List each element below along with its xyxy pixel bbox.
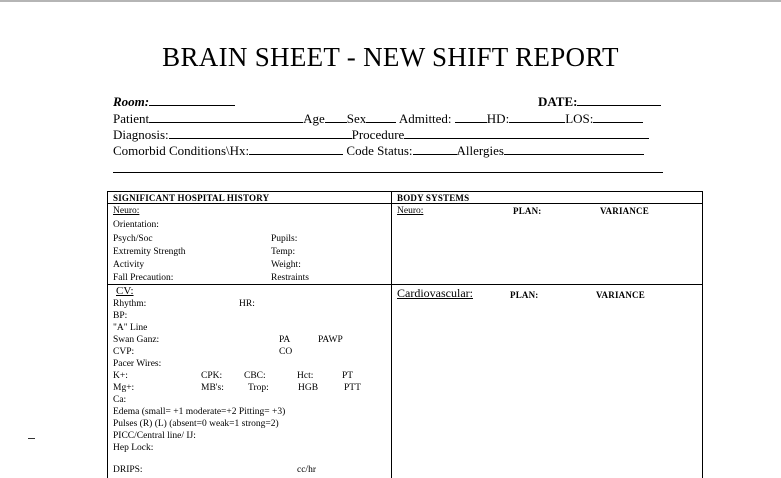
left-heading: SIGNIFICANT HOSPITAL HISTORY (113, 193, 270, 203)
date-row (538, 94, 661, 110)
patient-blank[interactable] (149, 111, 303, 123)
swan-label: Swan Ganz: (113, 335, 160, 345)
room-row (113, 94, 235, 110)
table-center-divider (391, 191, 392, 478)
cchr-label: cc/hr (297, 465, 316, 475)
allergies-label: Allergies (456, 143, 504, 158)
right-cardio-plan: PLAN: (510, 290, 539, 300)
orientation-label: Orientation: (113, 220, 159, 230)
patient-label: Patient (113, 111, 150, 126)
restraints-label: Restraints (271, 273, 309, 283)
window-top-border (0, 0, 781, 2)
admitted-blank[interactable] (455, 111, 487, 123)
los-label: LOS: (565, 111, 594, 126)
rhythm-label: Rhythm: (113, 299, 147, 309)
pulses-label: Pulses (R) (L) (absent=0 weak=1 strong=2) (113, 419, 279, 429)
room-blank[interactable] (149, 94, 235, 106)
section-divider (107, 284, 703, 285)
sex-blank[interactable] (366, 111, 396, 123)
date-blank[interactable] (577, 94, 661, 106)
diagnosis-label: Diagnosis: (113, 127, 169, 142)
ca-label: Ca: (113, 395, 127, 405)
comorbid-row (113, 143, 644, 159)
patient-row (113, 111, 643, 127)
right-neuro-plan: PLAN: (513, 206, 542, 216)
activity-label: Activity (113, 260, 145, 270)
k-label: K+: (113, 371, 128, 381)
page-title: BRAIN SHEET - NEW SHIFT REPORT (162, 42, 619, 72)
pa-label: PA (279, 335, 291, 345)
code-status-label: Code Status: (346, 143, 413, 158)
heading-divider (107, 203, 703, 204)
pupils-label: Pupils: (271, 234, 298, 244)
picc-label: PICC/Central line/ IJ: (113, 431, 196, 441)
comorbid-blank[interactable] (249, 143, 343, 155)
hd-label: HD: (486, 111, 510, 126)
temp-label: Temp: (271, 247, 296, 257)
room-label: Room: (113, 94, 150, 109)
trop-label: Trop: (248, 383, 269, 393)
age-blank[interactable] (325, 111, 347, 123)
allergies-blank[interactable] (504, 143, 644, 155)
mbs-label: MB's: (201, 383, 224, 393)
psych-label: Psych/Soc (113, 234, 153, 244)
code-status-blank[interactable] (413, 143, 457, 155)
table-left-border (107, 191, 108, 478)
right-cardio-variance: VARIANCE (596, 290, 645, 300)
hct-label: Hct: (297, 371, 314, 381)
los-blank[interactable] (593, 111, 643, 123)
cv-label: CV: (116, 285, 134, 297)
comorbid-label: Comorbid Conditions\Hx: (113, 143, 250, 158)
procedure-blank[interactable] (404, 127, 649, 139)
mg-label: Mg+: (113, 383, 135, 393)
margin-dash-mark (28, 438, 35, 439)
bp-label: BP: (113, 311, 128, 321)
hep-label: Hep Lock: (113, 443, 154, 453)
drips-label: DRIPS: (113, 465, 143, 475)
edema-label: Edema (small= +1 moderate=+2 Pitting= +3) (113, 407, 286, 417)
hgb-label: HGB (298, 383, 319, 393)
hd-blank[interactable] (509, 111, 565, 123)
admitted-label: Admitted: (398, 111, 452, 126)
right-heading: BODY SYSTEMS (397, 193, 470, 203)
diagnosis-blank[interactable] (169, 127, 352, 139)
extremity-label: Extremity Strength (113, 247, 186, 257)
pawp-label: PAWP (318, 335, 343, 345)
cbc-label: CBC: (244, 371, 266, 381)
fall-label: Fall Precaution: (113, 273, 174, 283)
table-right-border (702, 191, 703, 478)
aline-label: "A" Line (113, 323, 148, 333)
right-neuro-variance: VARIANCE (600, 206, 649, 216)
neuro-label: Neuro: (113, 206, 140, 216)
hr-label: HR: (239, 299, 255, 309)
header-divider (113, 172, 663, 173)
diagnosis-row (113, 127, 649, 143)
sex-label: Sex (346, 111, 367, 126)
ptt-label: PTT (344, 383, 361, 393)
date-label: DATE: (538, 94, 578, 109)
right-neuro-label: Neuro: (397, 206, 424, 216)
right-cardio-label: Cardiovascular: (397, 286, 473, 300)
co-label: CO (279, 347, 293, 357)
weight-label: Weight: (271, 260, 301, 270)
age-label: Age (303, 111, 325, 126)
pacer-label: Pacer Wires: (113, 359, 162, 369)
procedure-label: Procedure (351, 127, 405, 142)
cpk-label: CPK: (201, 371, 223, 381)
pt-label: PT (342, 371, 354, 381)
cvp-label: CVP: (113, 347, 135, 357)
table-top-border (107, 191, 703, 192)
